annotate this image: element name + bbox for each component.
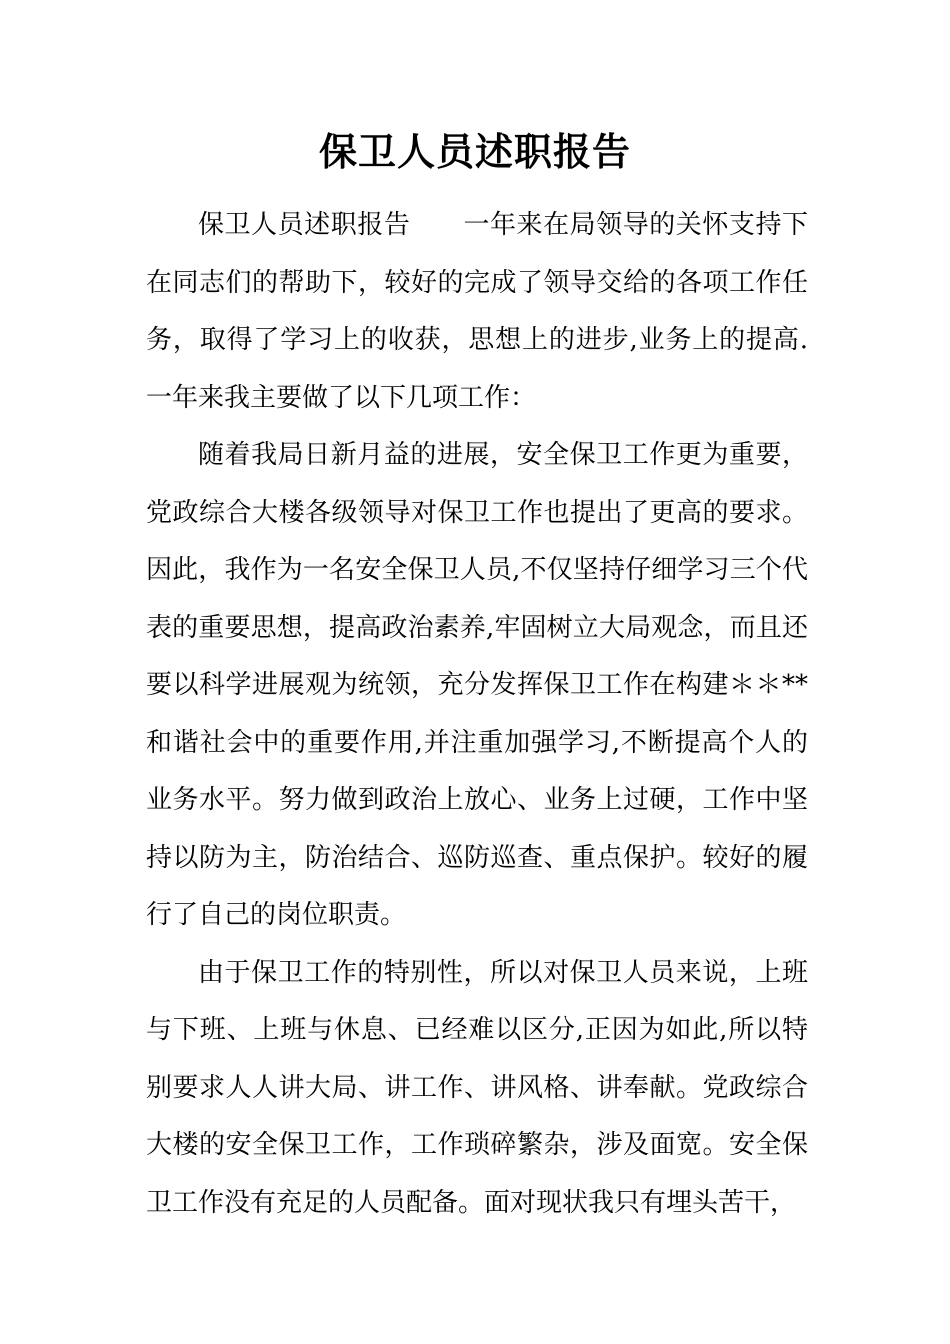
paragraph-2: 随着我局日新月益的进展，安全保卫工作更为重要，党政综合大楼各级领导对保卫工作也提出了更高的要求。因此，我作为一名安全保卫人员,不仅坚持仔细学习三个代表的重要思想，提高政治素养,牢固树立大局观念，而且还要以科学进展观为统领，充分发挥保卫工作在构建＊＊**和谐社会中的重要作用,并注重加强学习,不断提高个人的业务水平。努力做到政治上放心、业务上过硬，工作中坚持以防为主，防治结合、巡防巡查、重点保护。较好的履行了自己的岗位职责。 [146, 440, 808, 930]
paragraph-1: 保卫人员述职报告 一年来在局领导的关怀支持下在同志们的帮助下，较好的完成了领导交给的各项工作任务，取得了学习上的收获，思想上的进步,业务上的提高.一年来我主要做了以下几项工作： [146, 210, 808, 413]
document-title: 保卫人员述职报告 [318, 129, 631, 174]
paragraph-3: 由于保卫工作的特别性，所以对保卫人员来说，上班与下班、上班与休息、已经难以区分,正因为如此,所以特别要求人人讲大局、讲工作、讲风格、讲奉献。党政综合大楼的安全保卫工作，工作琐碎繁杂，涉及面宽。安全保卫工作没有充足的人员配备。面对现状我只有埋头苦干， [146, 957, 808, 1218]
document-body [146, 197, 808, 1232]
